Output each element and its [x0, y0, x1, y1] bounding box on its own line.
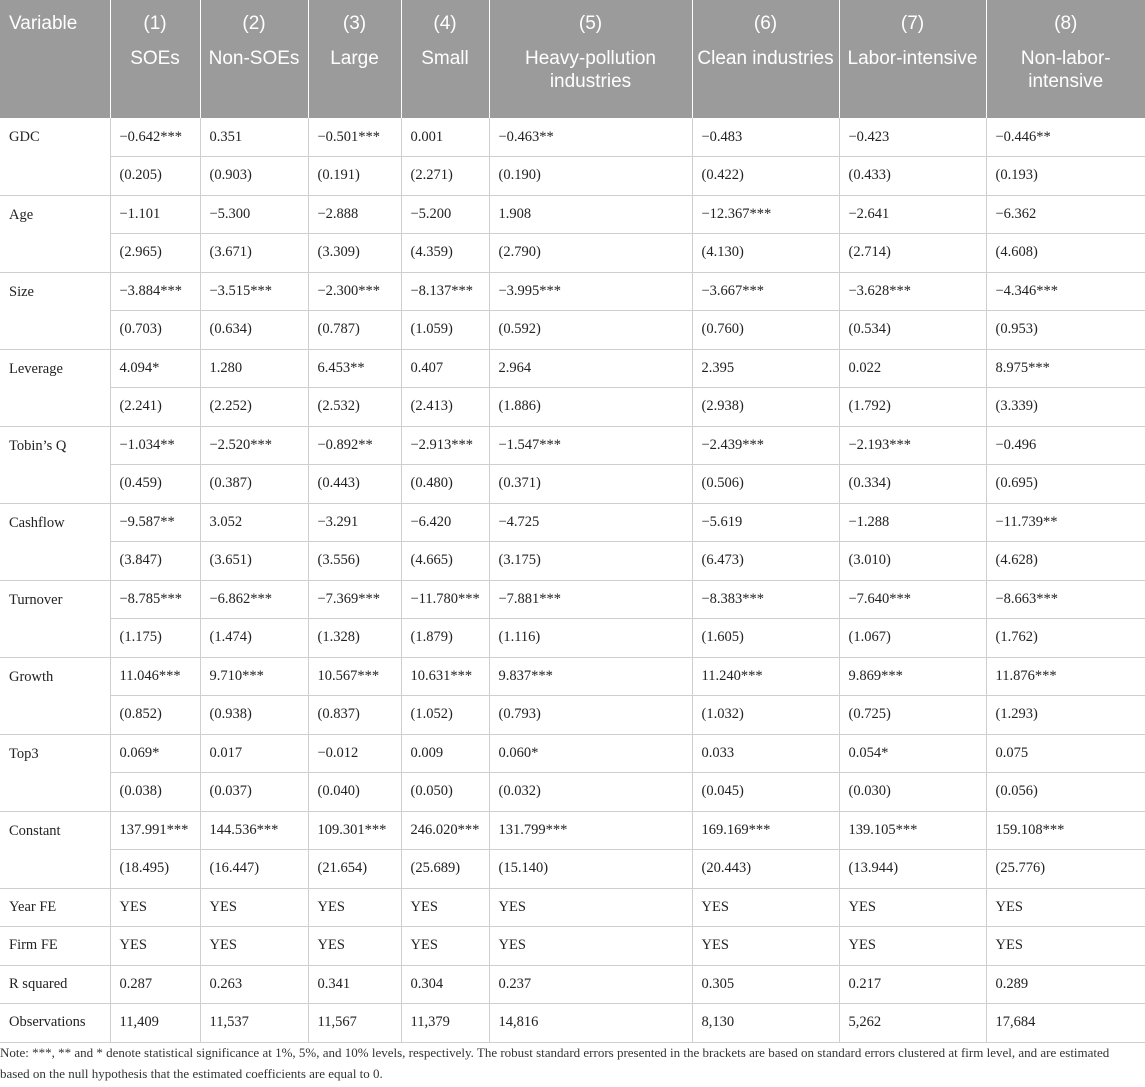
standard-error-cell: (0.040)	[308, 773, 401, 812]
standard-error-cell: (0.032)	[489, 773, 692, 812]
statistic-cell: 0.305	[692, 965, 839, 1004]
standard-error-cell: (4.130)	[692, 234, 839, 273]
coefficient-cell: 2.964	[489, 349, 692, 388]
table-row-coefficient	[0, 426, 1145, 465]
standard-error-cell: (0.506)	[692, 465, 839, 504]
standard-error-cell: (0.938)	[200, 696, 308, 735]
standard-error-cell: (16.447)	[200, 850, 308, 889]
variable-name: Growth	[0, 657, 110, 734]
coefficient-cell: −3.667***	[692, 272, 839, 311]
coefficient-cell: −8.663***	[986, 580, 1145, 619]
standard-error-cell: (0.634)	[200, 311, 308, 350]
table-row-statistic	[0, 965, 1145, 1004]
coefficient-cell: 11.240***	[692, 657, 839, 696]
coefficient-cell: −1.101	[110, 195, 200, 234]
coefficient-cell: −3.884***	[110, 272, 200, 311]
standard-error-cell: (18.495)	[110, 850, 200, 889]
standard-error-cell: (0.038)	[110, 773, 200, 812]
table-row-standard-error	[0, 773, 1145, 812]
standard-error-cell: (2.790)	[489, 234, 692, 273]
standard-error-cell: (1.762)	[986, 619, 1145, 658]
standard-error-cell: (0.191)	[308, 157, 401, 196]
coefficient-cell: 144.536***	[200, 811, 308, 850]
standard-error-cell: (0.371)	[489, 465, 692, 504]
standard-error-cell: (0.050)	[401, 773, 489, 812]
standard-error-cell: (0.534)	[839, 311, 986, 350]
col-name: Non-SOEs	[200, 47, 308, 118]
col-number: (3)	[308, 0, 401, 47]
coefficient-cell: 0.351	[200, 118, 308, 157]
statistic-name: Year FE	[0, 888, 110, 927]
standard-error-cell: (0.387)	[200, 465, 308, 504]
coefficient-cell: 0.060*	[489, 734, 692, 773]
table-row-standard-error	[0, 619, 1145, 658]
variable-name: Age	[0, 195, 110, 272]
statistic-cell: 0.304	[401, 965, 489, 1004]
statistic-cell: YES	[692, 927, 839, 966]
statistic-cell: 11,567	[308, 1004, 401, 1043]
variable-name: Leverage	[0, 349, 110, 426]
coefficient-cell: −8.137***	[401, 272, 489, 311]
standard-error-cell: (1.879)	[401, 619, 489, 658]
col-name: Heavy-pollution industries	[489, 47, 692, 118]
coefficient-cell: −0.483	[692, 118, 839, 157]
standard-error-cell: (1.067)	[839, 619, 986, 658]
coefficient-cell: 10.567***	[308, 657, 401, 696]
table-row-coefficient	[0, 118, 1145, 157]
standard-error-cell: (0.190)	[489, 157, 692, 196]
standard-error-cell: (0.852)	[110, 696, 200, 735]
standard-error-cell: (25.689)	[401, 850, 489, 889]
statistic-cell: 0.287	[110, 965, 200, 1004]
standard-error-cell: (1.293)	[986, 696, 1145, 735]
statistic-cell: YES	[692, 888, 839, 927]
coefficient-cell: −8.383***	[692, 580, 839, 619]
statistic-cell: YES	[110, 927, 200, 966]
standard-error-cell: (1.175)	[110, 619, 200, 658]
col-number: (6)	[692, 0, 839, 47]
coefficient-cell: 246.020***	[401, 811, 489, 850]
coefficient-cell: −5.200	[401, 195, 489, 234]
coefficient-cell: −0.496	[986, 426, 1145, 465]
standard-error-cell: (1.032)	[692, 696, 839, 735]
statistic-cell: 0.341	[308, 965, 401, 1004]
standard-error-cell: (0.030)	[839, 773, 986, 812]
table-row-coefficient	[0, 195, 1145, 234]
coefficient-cell: 6.453**	[308, 349, 401, 388]
standard-error-cell: (0.037)	[200, 773, 308, 812]
coefficient-cell: −0.423	[839, 118, 986, 157]
statistic-cell: YES	[839, 927, 986, 966]
coefficient-cell: −0.642***	[110, 118, 200, 157]
standard-error-cell: (0.592)	[489, 311, 692, 350]
table-row-coefficient	[0, 503, 1145, 542]
coefficient-cell: −7.369***	[308, 580, 401, 619]
standard-error-cell: (1.605)	[692, 619, 839, 658]
standard-error-cell: (4.359)	[401, 234, 489, 273]
table-row-standard-error	[0, 465, 1145, 504]
table-row-standard-error	[0, 234, 1145, 273]
statistic-cell: YES	[489, 927, 692, 966]
coefficient-cell: 0.407	[401, 349, 489, 388]
table-row-coefficient	[0, 580, 1145, 619]
standard-error-cell: (2.965)	[110, 234, 200, 273]
coefficient-cell: −11.780***	[401, 580, 489, 619]
coefficient-cell: −11.739**	[986, 503, 1145, 542]
standard-error-cell: (0.695)	[986, 465, 1145, 504]
standard-error-cell: (1.474)	[200, 619, 308, 658]
table-row-standard-error	[0, 311, 1145, 350]
coefficient-cell: 137.991***	[110, 811, 200, 850]
coefficient-cell: −2.439***	[692, 426, 839, 465]
coefficient-cell: 10.631***	[401, 657, 489, 696]
coefficient-cell: 169.169***	[692, 811, 839, 850]
statistic-name: Observations	[0, 1004, 110, 1043]
table-row-standard-error	[0, 388, 1145, 427]
standard-error-cell: (0.056)	[986, 773, 1145, 812]
standard-error-cell: (4.665)	[401, 542, 489, 581]
standard-error-cell: (3.339)	[986, 388, 1145, 427]
coefficient-cell: 0.033	[692, 734, 839, 773]
col-name: Large	[308, 47, 401, 118]
statistic-cell: YES	[986, 927, 1145, 966]
statistic-name: Firm FE	[0, 927, 110, 966]
statistic-cell: 11,537	[200, 1004, 308, 1043]
standard-error-cell: (1.052)	[401, 696, 489, 735]
statistic-cell: 11,379	[401, 1004, 489, 1043]
statistic-cell: 0.263	[200, 965, 308, 1004]
standard-error-cell: (3.847)	[110, 542, 200, 581]
coefficient-cell: 0.069*	[110, 734, 200, 773]
coefficient-cell: 9.837***	[489, 657, 692, 696]
standard-error-cell: (2.714)	[839, 234, 986, 273]
table-row-standard-error	[0, 850, 1145, 889]
variable-name: Cashflow	[0, 503, 110, 580]
statistic-cell: 14,816	[489, 1004, 692, 1043]
coefficient-cell: −0.463**	[489, 118, 692, 157]
coefficient-cell: −0.012	[308, 734, 401, 773]
table-row-statistic	[0, 888, 1145, 927]
coefficient-cell: 131.799***	[489, 811, 692, 850]
statistic-cell: 0.237	[489, 965, 692, 1004]
coefficient-cell: −3.995***	[489, 272, 692, 311]
standard-error-cell: (0.953)	[986, 311, 1145, 350]
coefficient-cell: −1.288	[839, 503, 986, 542]
table-row-coefficient	[0, 734, 1145, 773]
standard-error-cell: (13.944)	[839, 850, 986, 889]
statistic-name: R squared	[0, 965, 110, 1004]
col-number: (2)	[200, 0, 308, 47]
statistic-cell: YES	[489, 888, 692, 927]
standard-error-cell: (3.651)	[200, 542, 308, 581]
standard-error-cell: (0.793)	[489, 696, 692, 735]
coefficient-cell: −5.300	[200, 195, 308, 234]
statistic-cell: YES	[401, 927, 489, 966]
col-name: Clean industries	[692, 47, 839, 118]
coefficient-cell: 0.009	[401, 734, 489, 773]
coefficient-cell: −3.628***	[839, 272, 986, 311]
standard-error-cell: (3.309)	[308, 234, 401, 273]
coefficient-cell: −2.641	[839, 195, 986, 234]
standard-error-cell: (0.433)	[839, 157, 986, 196]
col-number: (8)	[986, 0, 1145, 47]
table-row-coefficient	[0, 349, 1145, 388]
variable-header: Variable	[0, 0, 110, 118]
table-row-standard-error	[0, 542, 1145, 581]
variable-name: Constant	[0, 811, 110, 888]
coefficient-cell: −2.300***	[308, 272, 401, 311]
standard-error-cell: (0.837)	[308, 696, 401, 735]
coefficient-cell: 8.975***	[986, 349, 1145, 388]
standard-error-cell: (1.792)	[839, 388, 986, 427]
coefficient-cell: −6.362	[986, 195, 1145, 234]
header-row-numbers	[0, 0, 1145, 47]
col-number: (5)	[489, 0, 692, 47]
table-row-coefficient	[0, 272, 1145, 311]
statistic-cell: 0.217	[839, 965, 986, 1004]
coefficient-cell: 11.046***	[110, 657, 200, 696]
coefficient-cell: −9.587**	[110, 503, 200, 542]
standard-error-cell: (0.459)	[110, 465, 200, 504]
standard-error-cell: (2.938)	[692, 388, 839, 427]
coefficient-cell: 1.908	[489, 195, 692, 234]
variable-name: Tobin’s Q	[0, 426, 110, 503]
coefficient-cell: 4.094*	[110, 349, 200, 388]
statistic-cell: 0.289	[986, 965, 1145, 1004]
standard-error-cell: (0.703)	[110, 311, 200, 350]
coefficient-cell: −8.785***	[110, 580, 200, 619]
coefficient-cell: 0.022	[839, 349, 986, 388]
col-number: (7)	[839, 0, 986, 47]
coefficient-cell: 11.876***	[986, 657, 1145, 696]
standard-error-cell: (15.140)	[489, 850, 692, 889]
standard-error-cell: (3.671)	[200, 234, 308, 273]
coefficient-cell: −2.520***	[200, 426, 308, 465]
statistic-cell: 8,130	[692, 1004, 839, 1043]
coefficient-cell: −2.913***	[401, 426, 489, 465]
table-row-coefficient	[0, 657, 1145, 696]
coefficient-cell: 9.710***	[200, 657, 308, 696]
coefficient-cell: 159.108***	[986, 811, 1145, 850]
standard-error-cell: (4.608)	[986, 234, 1145, 273]
statistic-cell: YES	[110, 888, 200, 927]
coefficient-cell: −6.420	[401, 503, 489, 542]
coefficient-cell: −5.619	[692, 503, 839, 542]
table-row-statistic	[0, 1004, 1145, 1043]
standard-error-cell: (25.776)	[986, 850, 1145, 889]
standard-error-cell: (1.059)	[401, 311, 489, 350]
col-name: Labor-intensive	[839, 47, 986, 118]
col-name: SOEs	[110, 47, 200, 118]
standard-error-cell: (0.760)	[692, 311, 839, 350]
coefficient-cell: −0.501***	[308, 118, 401, 157]
standard-error-cell: (2.252)	[200, 388, 308, 427]
table-row-coefficient	[0, 811, 1145, 850]
standard-error-cell: (3.175)	[489, 542, 692, 581]
standard-error-cell: (2.241)	[110, 388, 200, 427]
standard-error-cell: (0.903)	[200, 157, 308, 196]
standard-error-cell: (20.443)	[692, 850, 839, 889]
coefficient-cell: −6.862***	[200, 580, 308, 619]
statistic-cell: YES	[401, 888, 489, 927]
coefficient-cell: 2.395	[692, 349, 839, 388]
table-row-standard-error	[0, 157, 1145, 196]
statistic-cell: YES	[308, 888, 401, 927]
statistic-cell: YES	[986, 888, 1145, 927]
standard-error-cell: (1.328)	[308, 619, 401, 658]
header-row-names	[0, 47, 1145, 118]
statistic-cell: 11,409	[110, 1004, 200, 1043]
coefficient-cell: −0.892**	[308, 426, 401, 465]
coefficient-cell: −7.640***	[839, 580, 986, 619]
coefficient-cell: 0.075	[986, 734, 1145, 773]
standard-error-cell: (1.116)	[489, 619, 692, 658]
table-note: Note: ***, ** and * denote statistical significance at 1%, 5%, and 10% levels, respectively. The robust standard errors presented in the brackets are based on standard errors clustered at firm level, and are estimated based on the null hypothesis that the estimated coefficients are equal to 0.	[0, 1045, 1110, 1081]
coefficient-cell: −2.888	[308, 195, 401, 234]
variable-name: GDC	[0, 118, 110, 195]
variable-name: Top3	[0, 734, 110, 811]
standard-error-cell: (3.010)	[839, 542, 986, 581]
coefficient-cell: 0.054*	[839, 734, 986, 773]
coefficient-cell: −3.515***	[200, 272, 308, 311]
standard-error-cell: (0.787)	[308, 311, 401, 350]
statistic-cell: 17,684	[986, 1004, 1145, 1043]
coefficient-cell: 0.001	[401, 118, 489, 157]
coefficient-cell: −7.881***	[489, 580, 692, 619]
standard-error-cell: (0.422)	[692, 157, 839, 196]
standard-error-cell: (2.413)	[401, 388, 489, 427]
standard-error-cell: (0.725)	[839, 696, 986, 735]
standard-error-cell: (21.654)	[308, 850, 401, 889]
standard-error-cell: (3.556)	[308, 542, 401, 581]
col-name: Non-labor-intensive	[986, 47, 1145, 118]
variable-name: Turnover	[0, 580, 110, 657]
col-number: (1)	[110, 0, 200, 47]
coefficient-cell: −0.446**	[986, 118, 1145, 157]
standard-error-cell: (2.532)	[308, 388, 401, 427]
coefficient-cell: 139.105***	[839, 811, 986, 850]
coefficient-cell: −4.346***	[986, 272, 1145, 311]
standard-error-cell: (0.443)	[308, 465, 401, 504]
coefficient-cell: 3.052	[200, 503, 308, 542]
standard-error-cell: (0.045)	[692, 773, 839, 812]
standard-error-cell: (0.205)	[110, 157, 200, 196]
statistic-cell: YES	[839, 888, 986, 927]
standard-error-cell: (6.473)	[692, 542, 839, 581]
standard-error-cell: (0.193)	[986, 157, 1145, 196]
standard-error-cell: (1.886)	[489, 388, 692, 427]
col-number: (4)	[401, 0, 489, 47]
coefficient-cell: 109.301***	[308, 811, 401, 850]
standard-error-cell: (0.480)	[401, 465, 489, 504]
coefficient-cell: 0.017	[200, 734, 308, 773]
variable-name: Size	[0, 272, 110, 349]
coefficient-cell: −3.291	[308, 503, 401, 542]
coefficient-cell: −1.547***	[489, 426, 692, 465]
coefficient-cell: −4.725	[489, 503, 692, 542]
standard-error-cell: (2.271)	[401, 157, 489, 196]
coefficient-cell: −12.367***	[692, 195, 839, 234]
statistic-cell: YES	[200, 927, 308, 966]
statistic-cell: YES	[308, 927, 401, 966]
coefficient-cell: 1.280	[200, 349, 308, 388]
coefficient-cell: −1.034**	[110, 426, 200, 465]
table-body	[0, 118, 1145, 1042]
col-name: Small	[401, 47, 489, 118]
standard-error-cell: (4.628)	[986, 542, 1145, 581]
table-header	[0, 0, 1145, 118]
standard-error-cell: (0.334)	[839, 465, 986, 504]
coefficient-cell: −2.193***	[839, 426, 986, 465]
table-row-statistic	[0, 927, 1145, 966]
table-row-standard-error	[0, 696, 1145, 735]
statistic-cell: 5,262	[839, 1004, 986, 1043]
statistic-cell: YES	[200, 888, 308, 927]
coefficient-cell: 9.869***	[839, 657, 986, 696]
